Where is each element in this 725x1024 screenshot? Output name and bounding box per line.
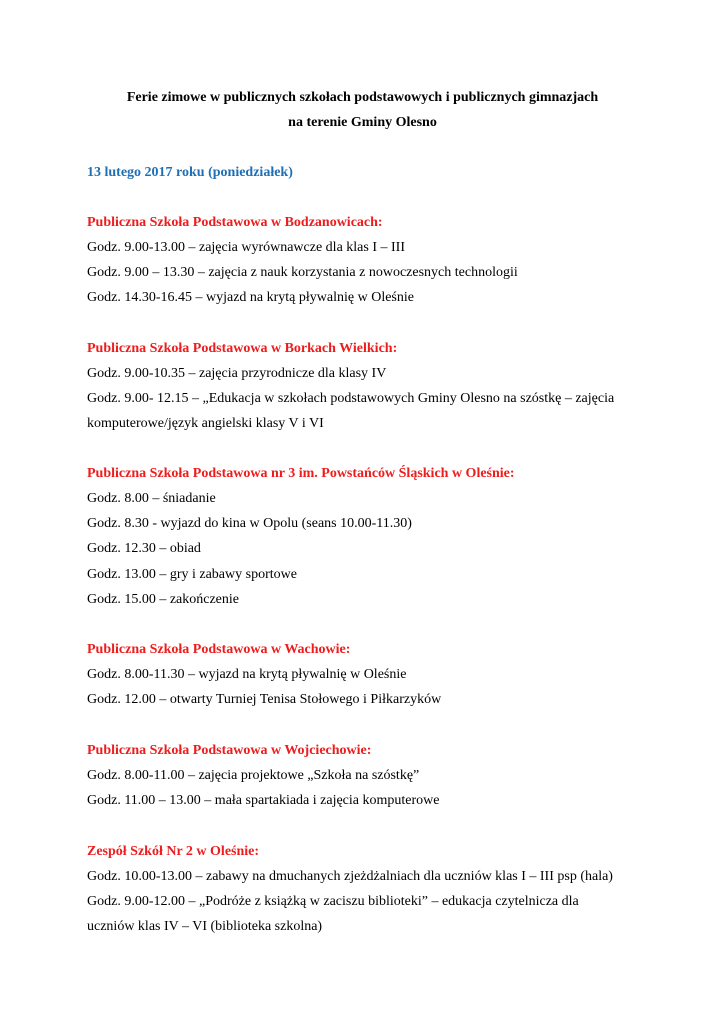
schedule-line: Godz. 8.00 – śniadanie bbox=[87, 491, 216, 506]
section-heading-zespol-szkol-nr2: Zespół Szkół Nr 2 w Oleśnie: bbox=[87, 844, 260, 859]
title-line-1: Ferie zimowe w publicznych szkołach podstawowych i publicznych gimnazjach bbox=[126, 90, 599, 105]
schedule-line: Godz. 10.00-13.00 – zabawy na dmuchanych zjeżdżalniach dla uczniów klas I – III psp (hala) bbox=[87, 869, 613, 884]
section-heading-borki-wielkie: Publiczna Szkoła Podstawowa w Borkach Wielkich: bbox=[87, 341, 398, 356]
section-heading-olesno-nr3: Publiczna Szkoła Podstawowa nr 3 im. Powstańców Śląskich w Oleśnie: bbox=[87, 466, 515, 481]
schedule-line: uczniów klas IV – VI (biblioteka szkolna) bbox=[87, 919, 323, 934]
section-heading-wojciechow: Publiczna Szkoła Podstawowa w Wojciechowie: bbox=[87, 743, 372, 758]
schedule-line: Godz. 15.00 – zakończenie bbox=[87, 592, 239, 607]
schedule-line: Godz. 9.00 – 13.30 – zajęcia z nauk korzystania z nowoczesnych technologii bbox=[87, 265, 518, 280]
title-line-2: na terenie Gminy Olesno bbox=[288, 115, 437, 130]
schedule-line: Godz. 13.00 – gry i zabawy sportowe bbox=[87, 567, 297, 582]
schedule-line: Godz. 14.30-16.45 – wyjazd na krytą pływalnię w Oleśnie bbox=[87, 290, 414, 305]
schedule-line: Godz. 9.00-12.00 – „Podróże z książką w zaciszu biblioteki” – edukacja czytelnicza dla bbox=[87, 894, 579, 909]
schedule-line: Godz. 8.00-11.30 – wyjazd na krytą pływalnię w Oleśnie bbox=[87, 667, 407, 682]
schedule-line: komputerowe/język angielski klasy V i VI bbox=[87, 416, 324, 431]
section-heading-bodzanowice: Publiczna Szkoła Podstawowa w Bodzanowicach: bbox=[87, 215, 383, 230]
date-heading: 13 lutego 2017 roku (poniedziałek) bbox=[87, 165, 293, 180]
schedule-line: Godz. 8.30 - wyjazd do kina w Opolu (seans 10.00-11.30) bbox=[87, 516, 412, 531]
schedule-line: Godz. 12.30 – obiad bbox=[87, 541, 201, 556]
schedule-line: Godz. 9.00-13.00 – zajęcia wyrównawcze dla klas I – III bbox=[87, 240, 405, 255]
schedule-line: Godz. 9.00-10.35 – zajęcia przyrodnicze dla klasy IV bbox=[87, 366, 387, 381]
section-heading-wachow: Publiczna Szkoła Podstawowa w Wachowie: bbox=[87, 642, 351, 657]
schedule-line: Godz. 9.00- 12.15 – „Edukacja w szkołach podstawowych Gminy Olesno na szóstkę – zajęcia bbox=[87, 391, 615, 406]
schedule-line: Godz. 8.00-11.00 – zajęcia projektowe „Szkoła na szóstkę” bbox=[87, 768, 420, 783]
schedule-line: Godz. 12.00 – otwarty Turniej Tenisa Stołowego i Piłkarzyków bbox=[87, 692, 442, 707]
schedule-line: Godz. 11.00 – 13.00 – mała spartakiada i zajęcia komputerowe bbox=[87, 793, 440, 808]
